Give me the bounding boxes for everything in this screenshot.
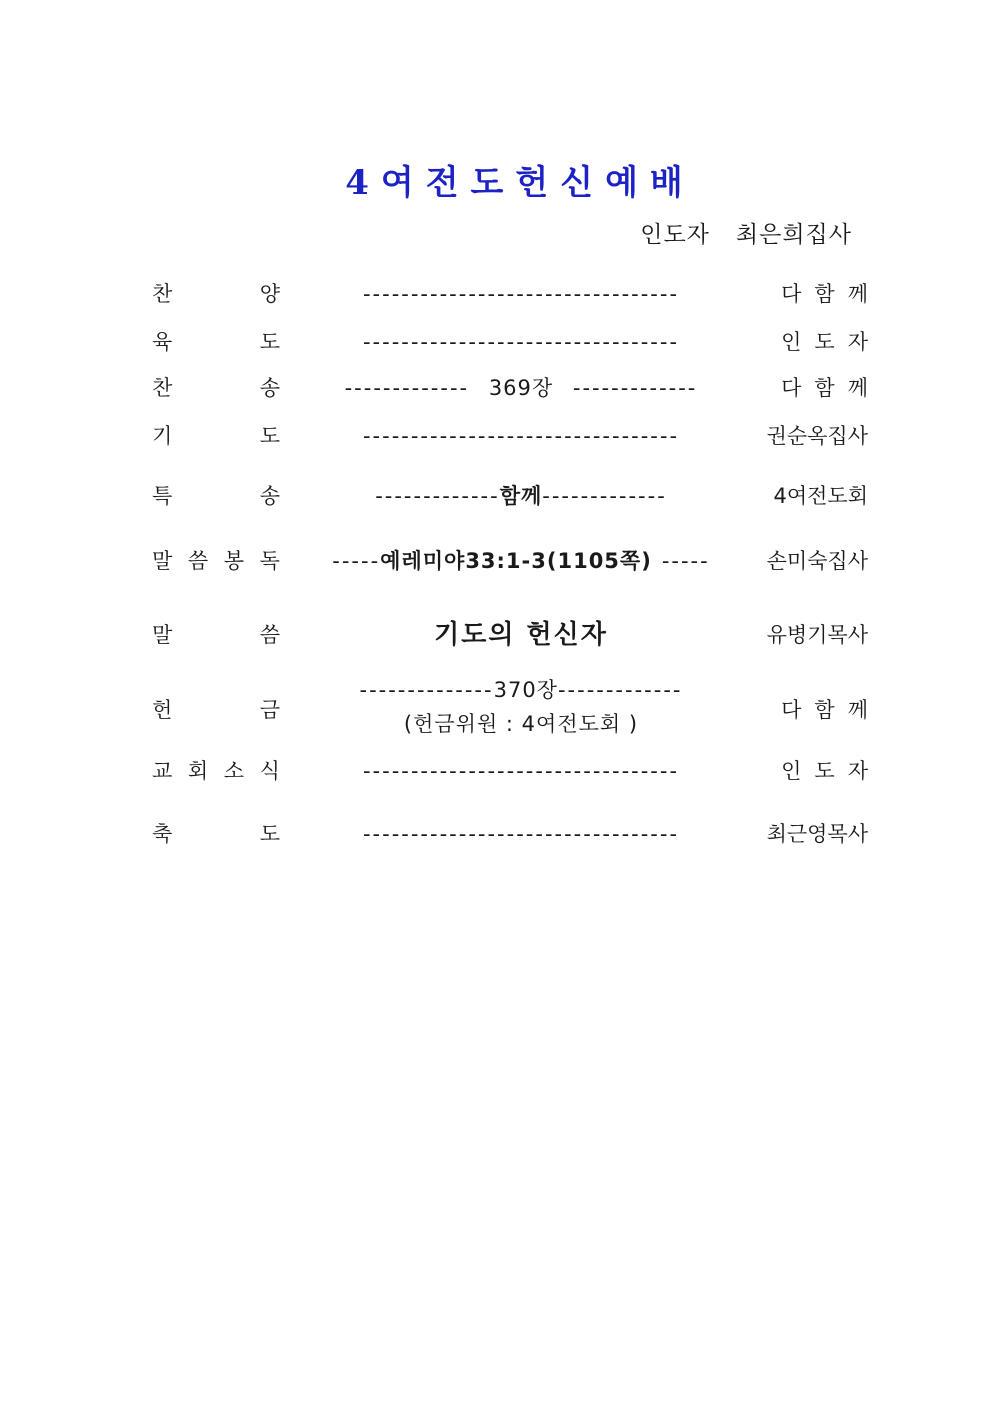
order-label-text: [152, 615, 280, 655]
order-label: [152, 690, 280, 730]
order-row-special-song: [0, 476, 992, 516]
order-label-text: [152, 690, 280, 730]
order-person: 인도자: [781, 330, 881, 354]
order-dashes-right: -------------: [557, 678, 683, 702]
order-person: 다함께: [781, 698, 881, 722]
special-song-performer: 함께: [499, 484, 543, 508]
label-char: 교: [152, 759, 173, 783]
page-title: 4여전도헌신예배: [345, 163, 695, 203]
order-person: 인도자: [781, 759, 881, 783]
label-char: 양: [259, 282, 280, 306]
label-char: 말: [152, 623, 173, 647]
order-person: 최근영목사: [766, 822, 868, 846]
order-middle: [310, 541, 732, 581]
order-label-text: [152, 541, 280, 581]
order-row-chanyang: [0, 274, 992, 314]
scripture-reference: 예레미야33:1-3(1105쪽): [380, 549, 652, 573]
order-middle: [310, 368, 732, 408]
label-char: 찬: [152, 376, 173, 400]
order-dashes: ---------------------------------: [362, 424, 680, 448]
label-char: 씀: [259, 623, 280, 647]
hymn-number: 369장: [488, 376, 554, 400]
order-row-scripture-reading: [0, 541, 992, 581]
leader-line: [640, 216, 852, 249]
label-char: 금: [259, 698, 280, 722]
order-dashes-right: -------------: [572, 376, 698, 400]
order-dashes-left: -----: [332, 549, 381, 573]
label-char: 도: [259, 424, 280, 448]
order-label: [152, 322, 280, 362]
label-char: 씀: [187, 549, 209, 573]
label-char: 회: [187, 759, 209, 783]
label-char: 도: [259, 330, 280, 354]
leader-name: 최은희집사: [735, 222, 852, 248]
label-char: 봉: [223, 549, 245, 573]
order-middle: [310, 476, 732, 516]
order-row-church-news: [0, 751, 992, 791]
order-row-prayer: [0, 416, 992, 456]
order-person: 다함께: [781, 376, 881, 400]
order-person: 권순옥집사: [766, 424, 868, 448]
offering-hymn-line: [310, 672, 732, 708]
order-row-offering: [0, 672, 992, 748]
leader-label: 인도자: [640, 222, 710, 248]
order-dashes: ---------------------------------: [362, 330, 680, 354]
order-row-yukdo: [0, 322, 992, 362]
label-char: 찬: [152, 282, 173, 306]
order-label-text: [152, 274, 280, 314]
order-row-benediction: [0, 814, 992, 854]
hymn-number: 370장: [493, 678, 558, 702]
order-person: 손미숙집사: [766, 549, 868, 573]
order-label-text: [152, 814, 280, 854]
order-label: [152, 814, 280, 854]
label-char: 헌: [152, 698, 173, 722]
order-person: 유병기목사: [766, 623, 868, 647]
order-label-text: [152, 416, 280, 456]
label-char: 특: [152, 484, 173, 508]
order-label: [152, 615, 280, 655]
order-label: [152, 368, 280, 408]
label-char: 기: [152, 424, 173, 448]
order-row-chansong: [0, 368, 992, 408]
order-middle: [310, 672, 732, 742]
order-dashes: ---------------------------------: [362, 759, 680, 783]
order-label: [152, 751, 280, 791]
order-dashes: ---------------------------------: [362, 282, 680, 306]
order-dashes-right: -------------: [542, 484, 667, 508]
label-char: 독: [259, 549, 280, 573]
offering-committee: (헌금위원 : 4여전도회 ): [403, 712, 639, 736]
label-char: 축: [152, 822, 173, 846]
order-label-text: [152, 476, 280, 516]
order-label: [152, 274, 280, 314]
order-dashes-left: -------------: [375, 484, 500, 508]
order-dashes-right: -----: [661, 549, 710, 573]
order-label: [152, 541, 280, 581]
label-char: 송: [259, 484, 280, 508]
order-person: 다함께: [781, 282, 881, 306]
sermon-title: 기도의 헌신자: [434, 620, 608, 650]
order-dashes-left: -------------: [344, 376, 470, 400]
label-char: 도: [259, 822, 280, 846]
order-label-text: [152, 322, 280, 362]
order-dashes-left: --------------: [359, 678, 494, 702]
label-char: 말: [152, 549, 173, 573]
label-char: 송: [259, 376, 280, 400]
label-char: 소: [223, 759, 245, 783]
order-label: [152, 476, 280, 516]
label-char: 식: [259, 759, 280, 783]
order-label-text: [152, 751, 280, 791]
order-dashes: ---------------------------------: [362, 822, 680, 846]
order-label: [152, 416, 280, 456]
order-row-sermon: [0, 615, 992, 655]
label-char: 육: [152, 330, 173, 354]
order-person: 4여전도회: [773, 484, 868, 508]
order-label-text: [152, 368, 280, 408]
